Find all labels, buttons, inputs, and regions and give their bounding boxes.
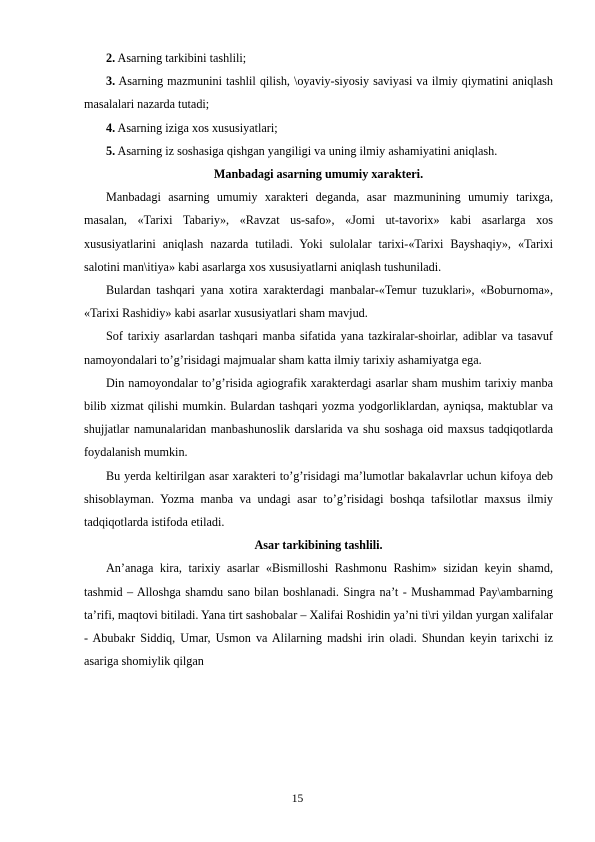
document-page xyxy=(84,47,553,673)
paragraph: Bu yerda keltirilgan asar xarakteri to’g’risidagi ma’lumotlar bakalavrlar uchun kifoya deb shisoblayman. Yozma manba va undagi asar to’g’risidagi boshqa tafsilotlar maxsus ilmiy tadqiqotlarda istifoda etiladi. xyxy=(84,468,553,530)
list-item-5 xyxy=(84,140,553,163)
page-number: 15 xyxy=(291,793,304,805)
paragraph: Din namoyondalar to’g’risida agiografik xarakterdagi asarlar sham mushim tarixiy manba bilib xizmat qilishi mumkin. Bulardan tashqari yozma yodgorliklardan, ayniqsa, maktublar va shujjatlar namunalaridan manbashunoslik darslarida va shu soshaga oid maxsus tadqiqotlarda foydalanish mumkin. xyxy=(84,375,553,460)
section-heading: Asar tarkibining tashlili. xyxy=(254,538,383,553)
paragraph: An’anaga kira, tarixiy asarlar «Bismilloshi Rashmonu Rashim» sizidan keyin shamd, tashmid – Alloshga shamdu sano bilan boshlanadi. Singra na’t - Mushammad Pay\ambarning ta’rifi, maqtovi bitiladi. Yana tirt sashobalar – Xalifai Roshidin ya’ni ti\ri yildan yurgan xalifalar - Abubakr Siddiq, Umar, Usmon va Alilarning madshi irin oladi. Shundan keyin tarixchi iz asariga shomiylik qilgan xyxy=(84,561,553,669)
list-number: 4. xyxy=(106,120,116,135)
list-item-2 xyxy=(84,47,553,70)
list-item-4 xyxy=(84,117,553,140)
section-heading: Manbadagi asarning umumiy xarakteri. xyxy=(213,167,424,182)
list-number: 3. xyxy=(106,74,116,89)
list-number: 2. xyxy=(106,51,116,65)
list-text: Asarning iz soshasiga qishgan yangiligi va uning ilmiy ashamiyatini aniqlash. xyxy=(117,143,498,158)
list-item-3 xyxy=(84,70,553,116)
paragraph: Bulardan tashqari yana xotira xarakterdagi manbalar-«Temur tuzuklari», «Boburnoma», «Tarixi Rashidiy» kabi asarlar xususiyatlari sham mavjud. xyxy=(84,283,553,321)
list-text: Asarning tarkibini tashlili; xyxy=(117,51,247,65)
list-number: 5. xyxy=(106,143,116,158)
paragraph: Sof tarixiy asarlardan tashqari manba sifatida yana tazkiralar-shoirlar, adiblar va tasavuf namoyondalari to’g’risidagi majmualar sham katta ilmiy tarixiy ashamiyatga ega. xyxy=(84,329,553,367)
paragraph: Manbadagi asarning umumiy xarakteri deganda, asar mazmunining umumiy tarixga, masalan, «Tarixi Tabariy», «Ravzat us-safo», «Jomi ut-tavorix» kabi asarlarga xos xususiyatlarini aniqlash nazarda tutiladi. Yoki sulolalar tarixi-«Tarixi Bayshaqiy», «Tarixi salotini man\itiya» kabi asarlarga xos xususiyatlarni aniqlash tushuniladi. xyxy=(84,190,553,274)
list-text: Asarning iziga xos xususiyatlari; xyxy=(117,120,278,135)
list-text: Asarning mazmunini tashlil qilish, \oyaviy-siyosiy saviyasi va ilmiy qiymatini aniqlash masalalari nazarda tutadi; xyxy=(84,74,554,112)
